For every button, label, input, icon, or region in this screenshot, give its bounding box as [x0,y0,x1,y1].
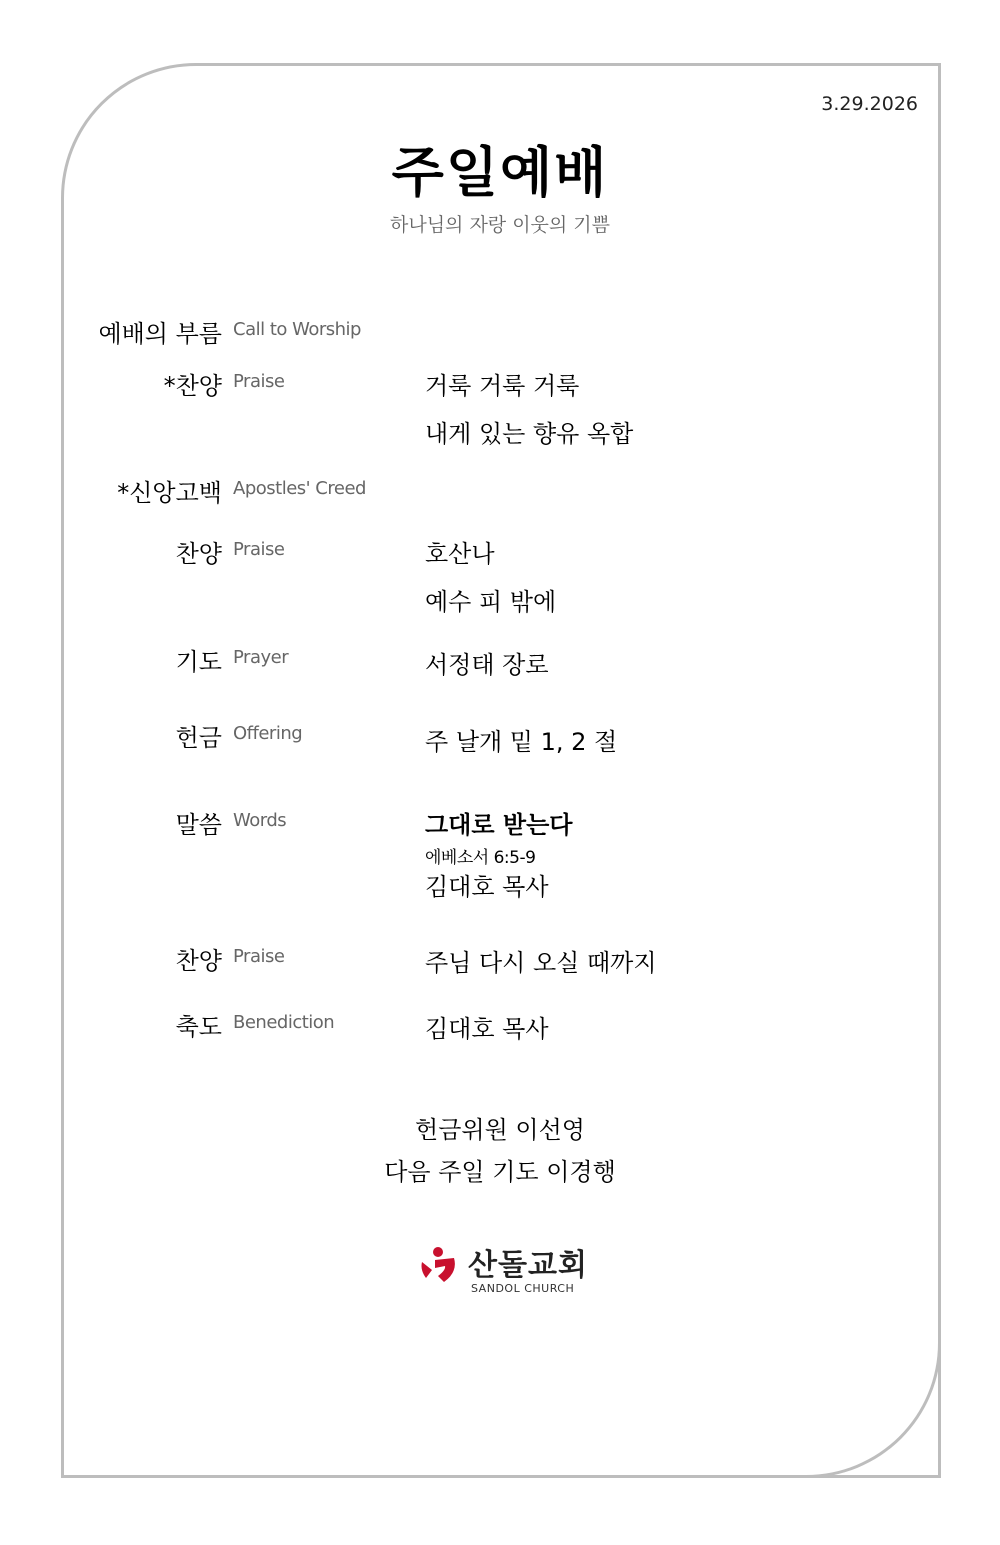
order-item-english: Praise [233,539,285,560]
order-item-label: 예배의 부름 [98,320,222,348]
offering-hymn: 주 날개 밑 1, 2 절 [425,728,618,756]
sermon-title: 그대로 받는다 [425,811,573,839]
hymn-title: 주님 다시 오실 때까지 [425,949,657,977]
order-item-benediction [0,1007,1000,1047]
hymn-title: 내게 있는 향유 옥합 [425,420,634,448]
order-item-english: Call to Worship [233,319,361,340]
church-name-english: SANDOL CHURCH [471,1282,575,1295]
order-item-label: *신앙고백 [117,479,222,507]
order-item-label: *찬양 [163,372,222,400]
prayer-leader: 서정태 장로 [425,651,549,679]
benediction-minister: 김대호 목사 [425,1015,549,1043]
order-item-english: Apostles' Creed [233,478,366,499]
church-name-korean: 산돌교회 [468,1248,588,1283]
next-prayer-leader: 다음 주일 기도 이경행 [384,1158,616,1186]
order-item-label: 헌금 [175,724,222,752]
order-item-call-to-worship [0,314,1000,354]
order-item-label: 기도 [175,648,222,676]
order-item-label: 축도 [175,1013,222,1041]
order-item-prayer [0,642,1000,682]
offering-committee: 헌금위원 이선영 [415,1116,585,1144]
church-logo-mark-icon [418,1246,458,1286]
order-item-english: Offering [233,723,303,744]
order-item-praise-3 [0,941,1000,981]
order-item-words [0,805,1000,901]
order-item-label: 찬양 [175,540,222,568]
order-item-offering [0,718,1000,758]
preacher-name: 김대호 목사 [425,873,549,901]
scripture-reference: 에베소서 6:5-9 [425,848,536,868]
order-item-english: Praise [233,371,285,392]
church-logo [418,1240,598,1300]
hymn-title: 호산나 [425,540,495,568]
order-item-english: Praise [233,946,285,967]
order-item-english: Benediction [233,1012,335,1033]
order-item-english: Words [233,810,287,831]
service-date: 3.29.2026 [821,93,918,115]
order-item-praise-1 [0,366,1000,448]
hymn-title: 예수 피 밖에 [425,588,557,616]
order-item-praise-2 [0,534,1000,616]
hymn-title: 거룩 거룩 거룩 [425,372,580,400]
order-item-english: Prayer [233,647,289,668]
order-item-label: 말씀 [175,811,222,839]
order-item-creed [0,473,1000,513]
order-item-label: 찬양 [175,947,222,975]
page-subtitle: 하나님의 자랑 이웃의 기쁨 [389,214,610,236]
page-title: 주일예배 [391,141,609,204]
